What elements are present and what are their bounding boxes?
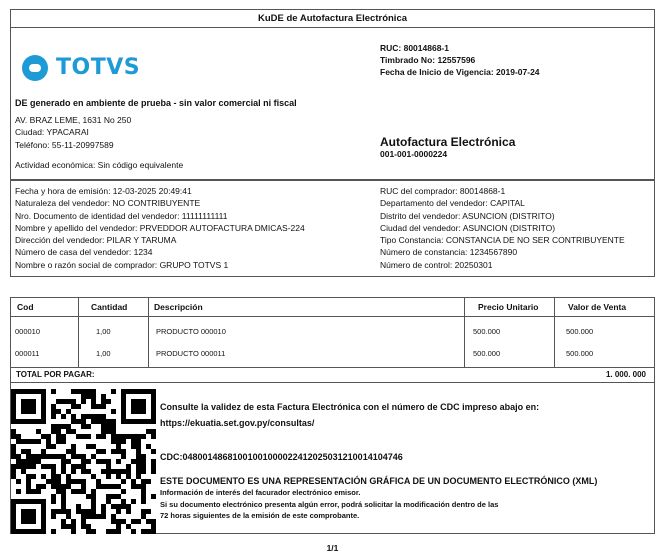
total-value: 1. 000. 000 (605, 370, 646, 379)
page-number: 1/1 (326, 543, 339, 553)
table-row (11, 342, 654, 367)
economic-activity: Actividad económica: Sin código equivalente (15, 160, 184, 170)
totvs-logo-icon (22, 55, 48, 81)
issuer-info-note: Información de interés del facurador electrónico emisor. (160, 488, 361, 497)
header-cod: Cod (17, 302, 34, 312)
header-precio-unitario: Precio Unitario (478, 302, 539, 312)
row-precio: 500.000 (473, 349, 501, 358)
info-right-column (380, 185, 625, 271)
buyer-name: Nombre o razón social de comprador: GRUPO TOTVS 1 (15, 259, 229, 270)
info-left-column (15, 185, 305, 271)
row-descripcion: PRODUCTO 000010 (156, 327, 226, 336)
row-precio: 500.000 (473, 327, 501, 336)
error-note-line2: 72 horas siguientes de la emisión de este comprobante. (160, 511, 360, 520)
row-valor: 500.000 (566, 327, 594, 336)
validity-start-date: Fecha de Inicio de Vigencia: 2019-07-24 (380, 67, 540, 77)
items-table (10, 297, 655, 383)
row-valor: 500.000 (566, 349, 594, 358)
certificate-number: Número de constancia: 1234567890 (380, 247, 518, 258)
seller-id-number: Nro. Documento de identidad del vendedor: 11111111111 (15, 210, 228, 221)
seller-city: Ciudad del vendedor: ASUNCION (DISTRITO) (380, 222, 556, 233)
row-descripcion: PRODUCTO 000011 (156, 349, 226, 358)
seller-house-number: Número de casa del vendedor: 1234 (15, 247, 153, 258)
graphic-representation-notice: ESTE DOCUMENTO ES UNA REPRESENTACIÓN GRÁFICA DE UN DOCUMENTO ELECTRÓNICO (XML) (160, 476, 598, 486)
certificate-type: Tipo Constancia: CONSTANCIA DE NO SER CONTRIBUYENTE (380, 235, 625, 246)
test-environment-notice: DE generado en ambiente de prueba - sin valor comercial ni fiscal (15, 98, 297, 108)
logo-text: TOTVS (56, 55, 141, 80)
table-header-row (11, 298, 654, 317)
document-title: KuDE de Autofactura Electrónica (10, 9, 655, 27)
buyer-ruc: RUC del comprador: 80014868-1 (380, 186, 506, 196)
header-valor-venta: Valor de Venta (568, 302, 627, 312)
row-cod: 000011 (15, 349, 40, 358)
issue-datetime: Fecha y hora de emisión: 12-03-2025 20:49:41 (15, 186, 192, 196)
qr-code (11, 389, 156, 534)
control-number: Número de control: 20250301 (380, 259, 493, 270)
row-cantidad: 1,00 (96, 327, 111, 336)
issuer-address: AV. BRAZ LEME, 1631 No 250 (15, 115, 132, 125)
row-cod: 000010 (15, 327, 41, 336)
seller-address: Dirección del vendedor: PILAR Y TARUMA (15, 235, 177, 246)
error-note-line1: Si su documento electrónico presenta algún error, podrá solicitar la modificación dentro de las (160, 500, 499, 509)
seller-name: Nombre y apellido del vendedor: PRVEDDOR AUTOFACTURA DMICAS-224 (15, 222, 305, 233)
seller-district: Distrito del vendedor: ASUNCION (DISTRITO) (380, 210, 555, 221)
header-cantidad: Cantidad (91, 302, 128, 312)
table-row (11, 317, 654, 342)
total-label: TOTAL POR PAGAR: (16, 370, 95, 379)
footer-divider (160, 533, 655, 534)
issuer-ruc: RUC: 80014868-1 (380, 43, 449, 53)
issuer-city: Ciudad: YPACARAI (15, 127, 89, 138)
timbrado-number: Timbrado No: 12557596 (380, 55, 476, 65)
issuer-contact (15, 114, 131, 151)
row-cantidad: 1,00 (96, 349, 111, 358)
document-number: 001-001-0000224 (380, 149, 448, 159)
totvs-logo (22, 54, 141, 82)
seller-nature: Naturaleza del vendedor: NO CONTRIBUYENTE (15, 198, 201, 209)
seller-department: Departamento del vendedor: CAPITAL (380, 198, 525, 209)
header-descripcion: Descripción (154, 302, 203, 312)
issuer-phone: Teléfono: 55-11-20997589 (15, 139, 114, 150)
consult-instruction: Consulte la validez de esta Factura Electrónica con el número de CDC impreso abajo en: (160, 402, 540, 412)
document-type: Autofactura Electrónica (380, 135, 516, 149)
consult-url[interactable]: https://ekuatia.set.gov.py/consultas/ (160, 418, 315, 428)
total-row (11, 367, 654, 383)
cdc-number: CDC:04800148681001001000022412025031210014104746 (160, 452, 403, 462)
